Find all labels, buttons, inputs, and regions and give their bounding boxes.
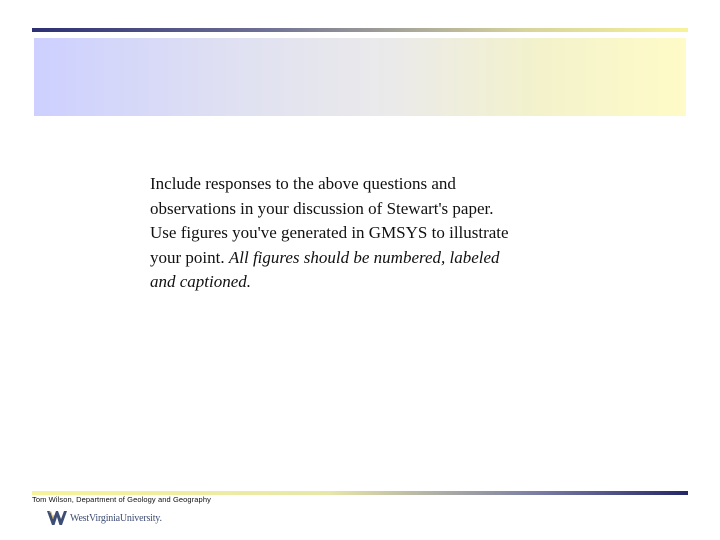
body-line-2: observations in your discussion of Stewart's paper. [150, 198, 494, 218]
body-line-1: Include responses to the above questions and [150, 174, 456, 193]
wv-icon [46, 510, 68, 526]
body-line-4-italic: All figures should be numbered, labeled [228, 247, 500, 267]
footer-credit: Tom Wilson, Department of Geology and Geography [32, 495, 211, 504]
slide-body-text [150, 172, 600, 295]
logo-text: WestVirginiaUniversity. [70, 512, 162, 524]
title-band [34, 38, 686, 116]
body-line-5: and captioned. [150, 272, 252, 291]
body-line-4 [150, 246, 600, 271]
body-line-4-normal: your point. [150, 247, 229, 267]
body-line-3: Use figures you've generated in GMSYS to illustrate [150, 223, 509, 242]
university-logo [46, 508, 162, 528]
top-divider-rule [32, 28, 688, 32]
